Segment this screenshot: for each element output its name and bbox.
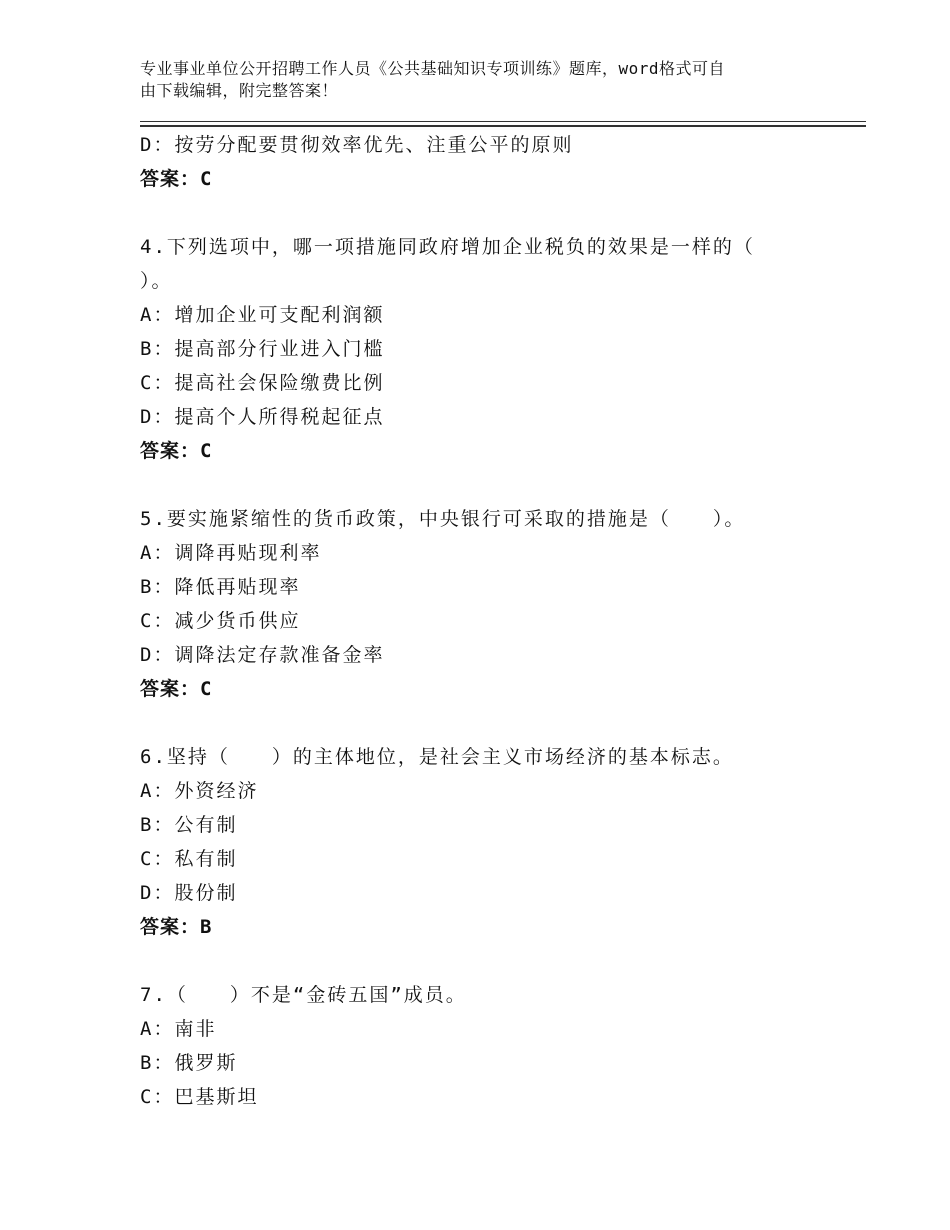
option-c: C：私有制 [140, 848, 238, 870]
answer: 答案：B [140, 916, 213, 938]
option-d: D：股份制 [140, 882, 238, 904]
header-rule-thick [140, 125, 866, 127]
question-stem: 6.坚持（ ）的主体地位，是社会主义市场经济的基本标志。 [140, 746, 734, 768]
question-stem: 7.（ ）不是“金砖五国”成员。 [140, 984, 467, 1006]
question-stem: 5.要实施紧缩性的货币政策，中央银行可采取的措施是（ ）。 [140, 508, 746, 530]
question-5 [140, 502, 840, 706]
option-b: B：公有制 [140, 814, 238, 836]
option-c: C：巴基斯坦 [140, 1086, 259, 1108]
option-b: B：提高部分行业进入门槛 [140, 338, 385, 360]
document-header [140, 58, 830, 102]
option-a: A：南非 [140, 1018, 217, 1040]
answer: 答案：C [140, 678, 213, 700]
header-line-1: 专业事业单位公开招聘工作人员《公共基础知识专项训练》题库，word格式可自 [140, 59, 726, 78]
option-d: D：按劳分配要贯彻效率优先、注重公平的原则 [140, 134, 574, 156]
option-b: B：降低再贴现率 [140, 576, 301, 598]
question-stem: 4.下列选项中，哪一项措施同政府增加企业税负的效果是一样的（ [140, 236, 755, 258]
header-line-2: 由下载编辑，附完整答案！ [140, 81, 339, 100]
question-4 [140, 230, 840, 468]
option-a: A：增加企业可支配利润额 [140, 304, 385, 326]
option-a: A：调降再贴现利率 [140, 542, 322, 564]
document-body [140, 128, 840, 1114]
option-a: A：外资经济 [140, 780, 259, 802]
option-b: B：俄罗斯 [140, 1052, 238, 1074]
answer: 答案：C [140, 168, 213, 190]
answer: 答案：C [140, 440, 213, 462]
question-6 [140, 740, 840, 944]
option-d: D：调降法定存款准备金率 [140, 644, 385, 666]
option-c: C：提高社会保险缴费比例 [140, 372, 385, 394]
option-d: D：提高个人所得税起征点 [140, 406, 385, 428]
question-7 [140, 978, 840, 1114]
question-stem-cont: ）。 [140, 270, 173, 292]
option-c: C：减少货币供应 [140, 610, 301, 632]
header-rule-thin [140, 121, 866, 122]
